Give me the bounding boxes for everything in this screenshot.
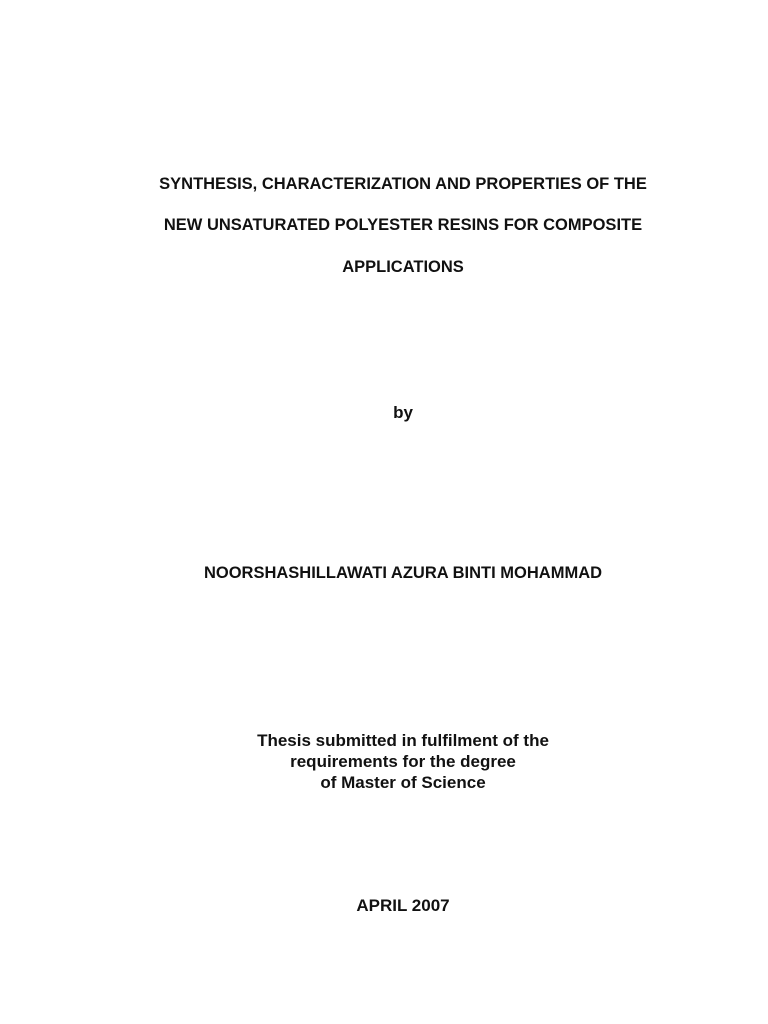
submission-statement-line-1: Thesis submitted in fulfilment of the bbox=[257, 731, 549, 750]
by-label: by bbox=[393, 403, 413, 422]
thesis-title-line-3: APPLICATIONS bbox=[342, 258, 464, 276]
thesis-title-line-1: SYNTHESIS, CHARACTERIZATION AND PROPERTIES OF THE bbox=[159, 175, 647, 193]
author-name: NOORSHASHILLAWATI AZURA BINTI MOHAMMAD bbox=[203, 564, 603, 582]
submission-statement-line-3: of Master of Science bbox=[320, 773, 486, 792]
submission-date: APRIL 2007 bbox=[356, 896, 450, 915]
submission-statement-line-2: requirements for the degree bbox=[290, 752, 516, 771]
thesis-title-line-2: NEW UNSATURATED POLYESTER RESINS FOR COMPOSITE bbox=[163, 216, 643, 234]
